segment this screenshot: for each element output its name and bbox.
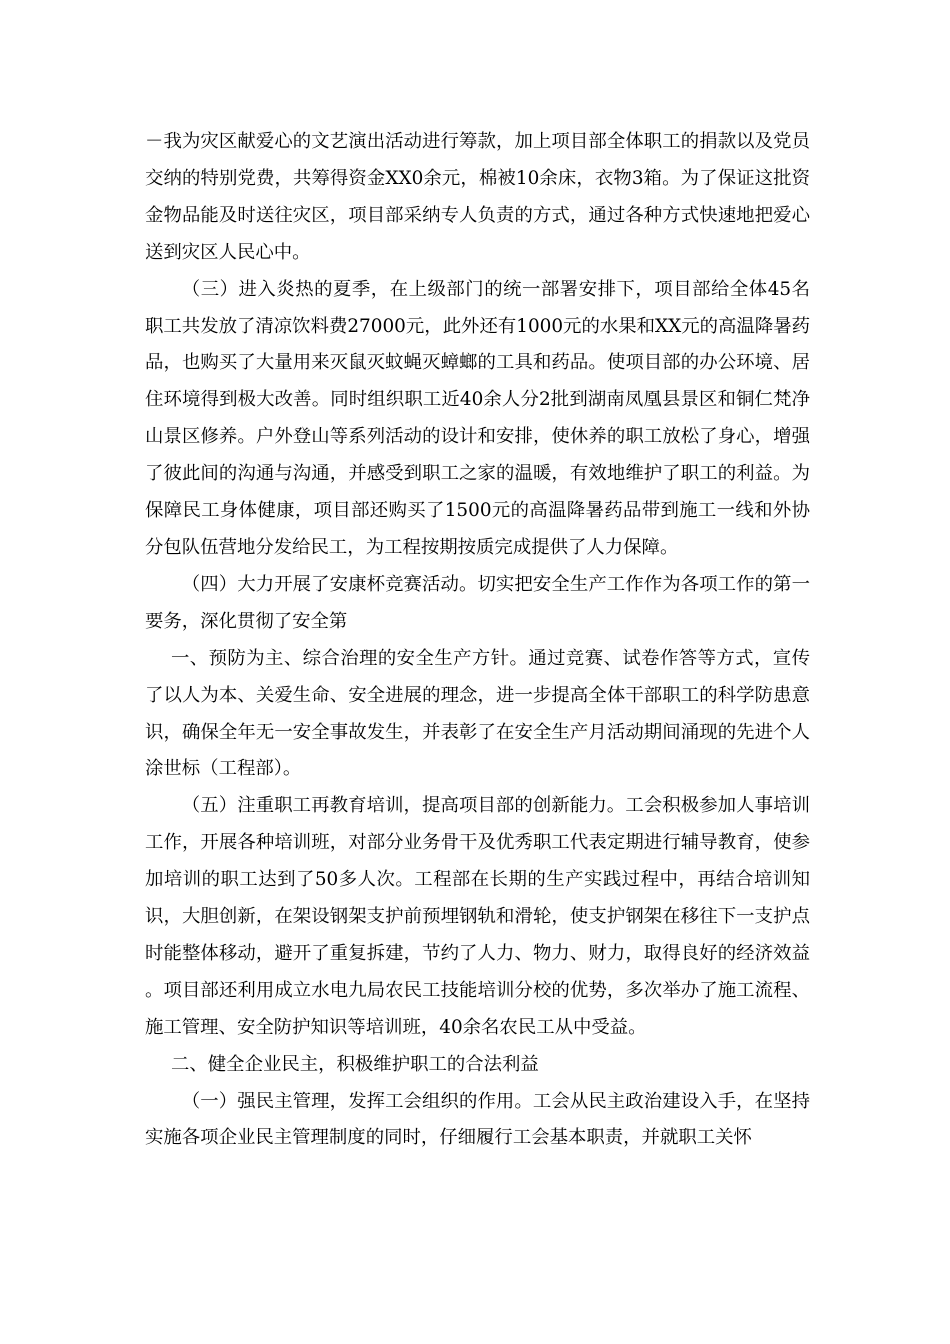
paragraph-donation: －我为灾区献爱心的文艺演出活动进行筹款，加上项目部全体职工的捐款以及党员交纳的特别党费，共筹得资金XX0余元，棉被10余床，衣物3箱。为了保证这批资金物品能及时送往灾区，项目部采纳专人负责的方式，通过各种方式快速地把爱心送到灾区人民心中。 [145, 131, 810, 263]
section-heading-democracy: 二、健全企业民主，积极维护职工的合法利益 [171, 1053, 539, 1075]
paragraph-summer-welfare: （三）进入炎热的夏季，在上级部门的统一部署安排下，项目部给全体45名职工共发放了清凉饮料费27000元，此外还有1000元的水果和XX元的高温降暑药品，也购买了大量用来灭鼠灭蚊蝇灭蟑螂的工具和药品。使项目部的办公环境、居住环境得到极大改善。同时组织职工近40余人分2批到湖南凤凰县景区和铜仁梵净山景区修养。户外登山等系列活动的设计和安排，使休养的职工放松了身心，增强了彼此间的沟通与沟通，并感受到职工之家的温暖，有效地维护了职工的利益。为保障民工身体健康，项目部还购买了1500元的高温降暑药品带到施工一线和外协分包队伍营地分发给民工，为工程按期按质完成提供了人力保障。 [145, 278, 810, 558]
paragraph-safety-policy: 一、预防为主、综合治理的安全生产方针。通过竞赛、试卷作答等方式，宣传了以人为本、关爱生命、安全进展的理念，进一步提高全体干部职工的科学防患意识，确保全年无一安全事故发生，并表彰了在安全生产月活动期间涌现的先进个人涂世标（工程部）。 [145, 647, 810, 780]
paragraph-safety-competition: （四）大力开展了安康杯竞赛活动。切实把安全生产工作作为各项工作的第一要务，深化贯彻了安全第 [145, 573, 810, 632]
paragraph-training: （五）注重职工再教育培训，提高项目部的创新能力。工会积极参加人事培训工作，开展各种培训班，对部分业务骨干及优秀职工代表定期进行辅导教育，使参加培训的职工达到了50多人次。工程部在长期的生产实践过程中，再结合培训知识，大胆创新，在架设钢架支护前预埋钢轨和滑轮，使支护钢架在移往下一支护点时能整体移动，避开了重复拆建，节约了人力、物力、财力，取得良好的经济效益。项目部还利用成立水电九局农民工技能培训分校的优势，多次举办了施工流程、施工管理、安全防护知识等培训班，40余名农民工从中受益。 [145, 795, 810, 1038]
paragraph-democratic-management: （一）强民主管理，发挥工会组织的作用。工会从民主政治建设入手，在坚持实施各项企业民主管理制度的同时，仔细履行工会基本职责，并就职工关怀 [145, 1090, 810, 1149]
document-body [145, 124, 810, 1157]
